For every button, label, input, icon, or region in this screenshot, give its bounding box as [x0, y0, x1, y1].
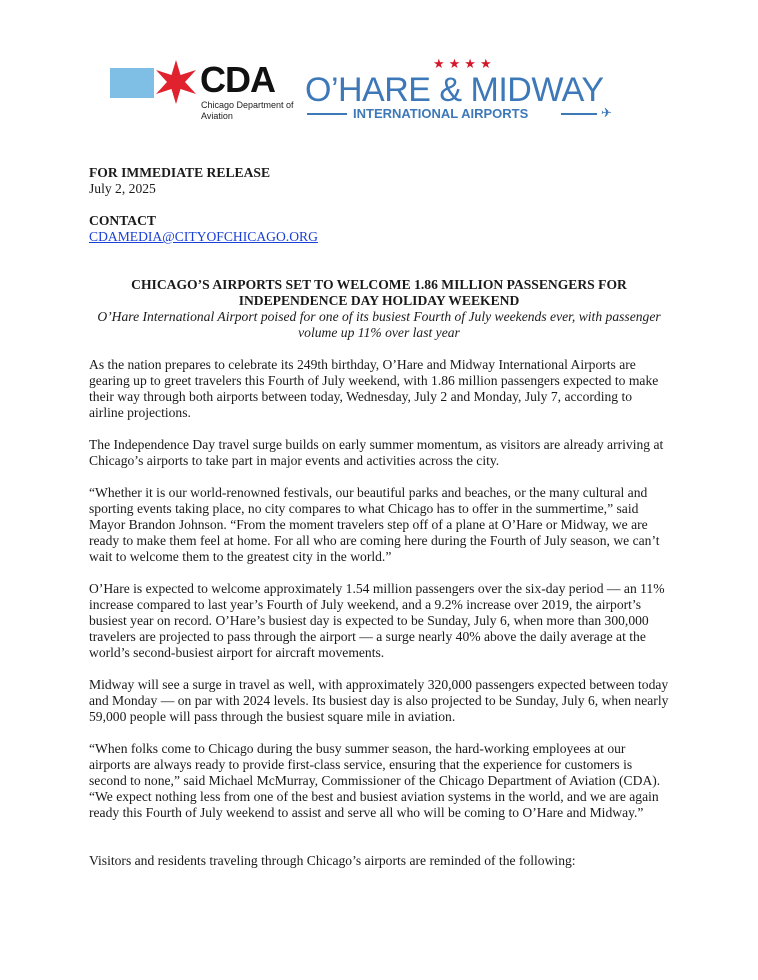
- press-subheadline: O’Hare International Airport poised for one of its busiest Fourth of July weekends ever, with passenger volume up 11% over last year: [97, 309, 661, 340]
- cda-subtitle: Chicago Department of Aviation: [201, 100, 294, 121]
- airports-title: O’HARE & MIDWAY: [305, 71, 604, 109]
- stars-icon: ★★★★: [433, 57, 496, 72]
- left-rule: [307, 113, 347, 115]
- release-label: FOR IMMEDIATE RELEASE: [89, 165, 271, 180]
- ohare-midway-logo: [305, 58, 617, 124]
- body-paragraph: “When folks come to Chicago during the busy summer season, the hard-working employees at our airports are always ready to provide first-class service, ensuring that the experience for customers is second to none,” said Michael McMurray, Commissioner of the Chicago Department of Aviation (CDA). “We expect nothing less from one of the best and busiest aviation systems in the world, and we are again ready this Fourth of July weekend to assist and serve all who will be coming to O’Hare and Midway.”: [89, 741, 661, 820]
- airports-subtitle-row: [305, 106, 617, 122]
- press-headline: CHICAGO’S AIRPORTS SET TO WELCOME 1.86 MILLION PASSENGERS FOR INDEPENDENCE DAY HOLIDAY WEEKEND: [131, 277, 627, 308]
- contact-email-link[interactable]: CDAMEDIA@CITYOFCHICAGO.ORG: [89, 229, 318, 244]
- contact-row: [89, 229, 669, 245]
- body-paragraph: As the nation prepares to celebrate its 249th birthday, O’Hare and Midway International Airports are gearing up to greet travelers this Fourth of July weekend, with 1.86 million passengers expected to make their way through both airports between today, Wednesday, July 2 and Monday, July 7, according to airline projections.: [89, 357, 659, 420]
- body-paragraph: O’Hare is expected to welcome approximately 1.54 million passengers over the six-day period — an 11% increase compared to last year’s Fourth of July weekend, and a 9.2% increase over 2019, the airport’s busiest year on record. O’Hare’s busiest day is expected to be Sunday, July 6, when more than 300,000 travelers are projected to pass through the airport — a surge nearly 40% above the daily average at the world’s second-busiest airport for aircraft movements.: [89, 581, 665, 660]
- body-paragraph: Midway will see a surge in travel as well, with approximately 320,000 passengers expected between today and Monday — on par with 2024 levels. Its busiest day is also projected to be Sunday, July 6, when nearly 59,000 people will pass through the busiest square mile in aviation.: [89, 677, 669, 724]
- cda-logo: [110, 58, 294, 121]
- cda-wordmark: CDA: [200, 59, 275, 100]
- airplane-icon: ✈: [601, 106, 612, 121]
- airports-subtitle: INTERNATIONAL AIRPORTS: [353, 106, 529, 121]
- body-paragraph: Visitors and residents traveling through Chicago’s airports are reminded of the following:: [89, 853, 576, 868]
- body-paragraph: “Whether it is our world-renowned festivals, our beautiful parks and beaches, or the many cultural and sporting events taking place, no city compares to what Chicago has to offer in the summertime,” said Mayor Brandon Johnson. “From the moment travelers step off of a plane at O’Hare or Midway, we are ready to make them feel at home. For all who are coming here during the Fourth of July season, we can’t wait to welcome them to the greatest city in the world.”: [89, 485, 660, 564]
- contact-label: CONTACT: [89, 213, 156, 228]
- red-star-icon: [152, 58, 200, 106]
- body-paragraph: The Independence Day travel surge builds on early summer momentum, as visitors are already arriving at Chicago’s airports to take part in major events and activities across the city.: [89, 437, 664, 468]
- right-rule: [561, 113, 597, 115]
- release-date: July 2, 2025: [89, 181, 156, 196]
- chicago-flag-blue-bar: [110, 68, 154, 98]
